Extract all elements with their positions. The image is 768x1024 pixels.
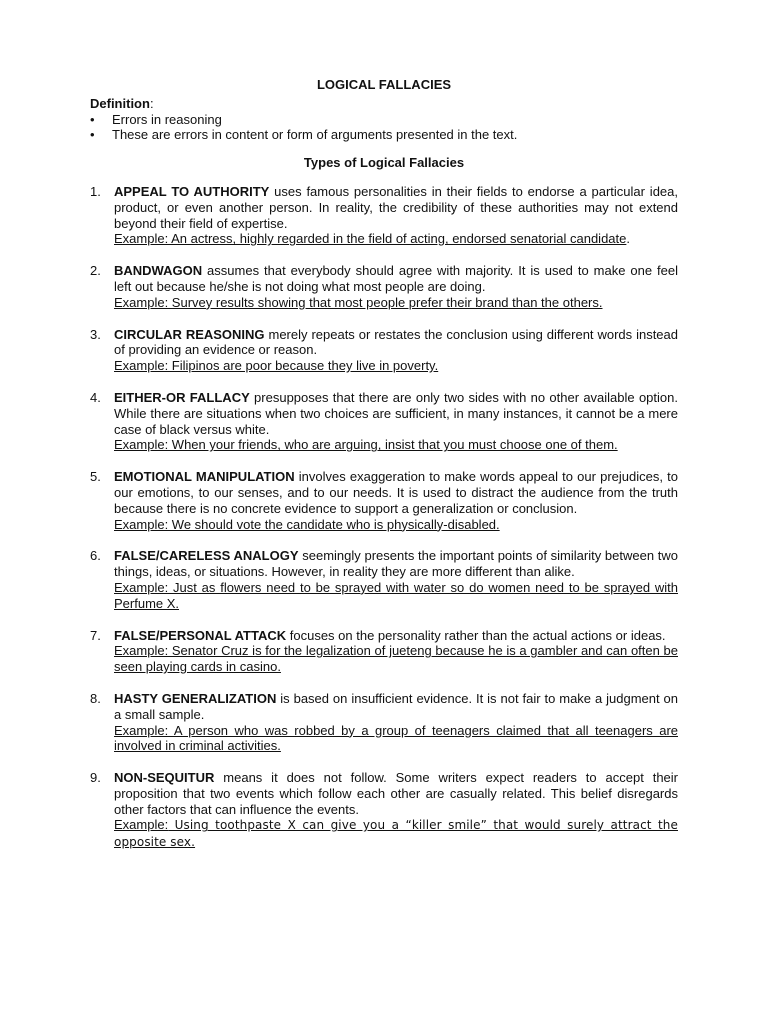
item-number: 1. bbox=[90, 183, 101, 199]
fallacy-example-text: Example: An actress, highly regarded in the field of acting, endorsed senatorial candidate bbox=[114, 231, 627, 247]
item-number: 9. bbox=[90, 770, 101, 786]
fallacy-description: assumes that everybody should agree with majority. It is used to make one feel left out because he/she is not doing what most people are doing. bbox=[114, 263, 678, 294]
fallacy-term: EITHER-OR FALLACY bbox=[114, 389, 250, 405]
fallacy-term: CIRCULAR REASONING bbox=[114, 326, 265, 342]
fallacy-example: Example: Survey results showing that most people prefer their brand than the others. bbox=[114, 294, 603, 310]
fallacy-example: Example: Just as flowers need to be sprayed with water so do women need to be sprayed with Perfume X. bbox=[114, 579, 678, 611]
fallacy-description: seemingly presents the important points of similarity between two things, ideas, or situations. However, in reality they are more different than alike. bbox=[114, 548, 678, 580]
fallacy-description: merely repeats or restates the conclusion using different words instead of providing an evidence or reason. bbox=[114, 326, 678, 358]
fallacy-example bbox=[114, 231, 678, 247]
fallacy-item bbox=[90, 390, 678, 453]
bullet-icon: • bbox=[90, 111, 95, 127]
item-number: 2. bbox=[90, 263, 101, 279]
item-number: 8. bbox=[90, 690, 101, 706]
fallacy-item bbox=[90, 263, 678, 310]
fallacy-example: Example: When your friends, who are arguing, insist that you must choose one of them. bbox=[114, 437, 618, 453]
fallacy-example bbox=[114, 817, 678, 851]
fallacy-item bbox=[90, 469, 678, 532]
fallacy-term: FALSE/PERSONAL ATTACK bbox=[114, 627, 287, 643]
fallacy-item bbox=[90, 327, 678, 374]
fallacy-item bbox=[90, 770, 678, 851]
fallacy-term: NON-SEQUITUR bbox=[114, 770, 215, 786]
definition-item-text: Errors in reasoning bbox=[112, 111, 222, 127]
section-title: Types of Logical Fallacies bbox=[303, 155, 465, 171]
fallacy-term: EMOTIONAL MANIPULATION bbox=[114, 469, 295, 485]
fallacy-example: Example: Filipinos are poor because they live in poverty. bbox=[114, 358, 439, 374]
fallacy-description: uses famous personalities in their fields to endorse a particular idea, product, or even another person. In reality, the credibility of these authorities may not extend beyond their field of expertise. bbox=[114, 183, 678, 231]
item-number: 5. bbox=[90, 469, 101, 485]
fallacy-term: APPEAL TO AUTHORITY bbox=[114, 183, 270, 199]
fallacy-example-text: Using toothpaste X can give you a “killer smile” that would surely attract the opposite sex. bbox=[114, 818, 678, 850]
definition-item bbox=[90, 112, 678, 128]
fallacy-term: BANDWAGON bbox=[114, 263, 203, 279]
item-number: 3. bbox=[90, 326, 101, 342]
definition-heading bbox=[90, 96, 678, 112]
fallacy-example: Example: Senator Cruz is for the legalization of jueteng because he is a gambler and can often be seen playing cards in casino. bbox=[114, 643, 678, 675]
item-number: 7. bbox=[90, 627, 101, 643]
fallacy-example: Example: We should vote the candidate who is physically-disabled. bbox=[114, 516, 500, 532]
fallacy-description: presupposes that there are only two sides with no other available option. While there are situations when two choices are sufficient, in many instances, it cannot be a mere case of black versus white. bbox=[114, 389, 678, 437]
document-title: LOGICAL FALLACIES bbox=[316, 77, 452, 92]
fallacy-list bbox=[90, 184, 678, 851]
definition-list bbox=[90, 112, 678, 144]
item-number: 4. bbox=[90, 389, 101, 405]
fallacy-item bbox=[90, 691, 678, 754]
fallacy-item bbox=[90, 548, 678, 611]
fallacy-example-label: Example: bbox=[114, 817, 169, 833]
fallacy-description: involves exaggeration to make words appeal to our prejudices, to our emotions, to our senses, and to our needs. It is used to distract the audience from the truth because there is no concrete evidence to support a generalization or conclusion. bbox=[114, 469, 678, 516]
bullet-icon: • bbox=[90, 127, 95, 143]
fallacy-example: Example: A person who was robbed by a group of teenagers claimed that all teenagers are involved in criminal activities. bbox=[114, 722, 678, 754]
fallacy-example-tail: . bbox=[626, 231, 630, 247]
fallacy-term: HASTY GENERALIZATION bbox=[114, 690, 277, 706]
fallacy-term: FALSE/CARELESS ANALOGY bbox=[114, 548, 299, 564]
definition-label: Definition bbox=[90, 95, 150, 111]
definition-item bbox=[90, 127, 678, 143]
definition-item-text: These are errors in content or form of arguments presented in the text. bbox=[112, 127, 518, 143]
fallacy-description: means it does not follow. Some writers expect readers to accept their proposition that two events which follow each other are casually related. This belief disregards other factors that can influence the events. bbox=[114, 770, 678, 817]
fallacy-description: is based on insufficient evidence. It is not fair to make a judgment on a small sample. bbox=[114, 690, 678, 722]
fallacy-item bbox=[90, 628, 678, 675]
fallacy-description: focuses on the personality rather than the actual actions or ideas. bbox=[286, 627, 666, 643]
definition-colon: : bbox=[149, 95, 154, 111]
fallacy-item bbox=[90, 184, 678, 247]
item-number: 6. bbox=[90, 548, 101, 564]
